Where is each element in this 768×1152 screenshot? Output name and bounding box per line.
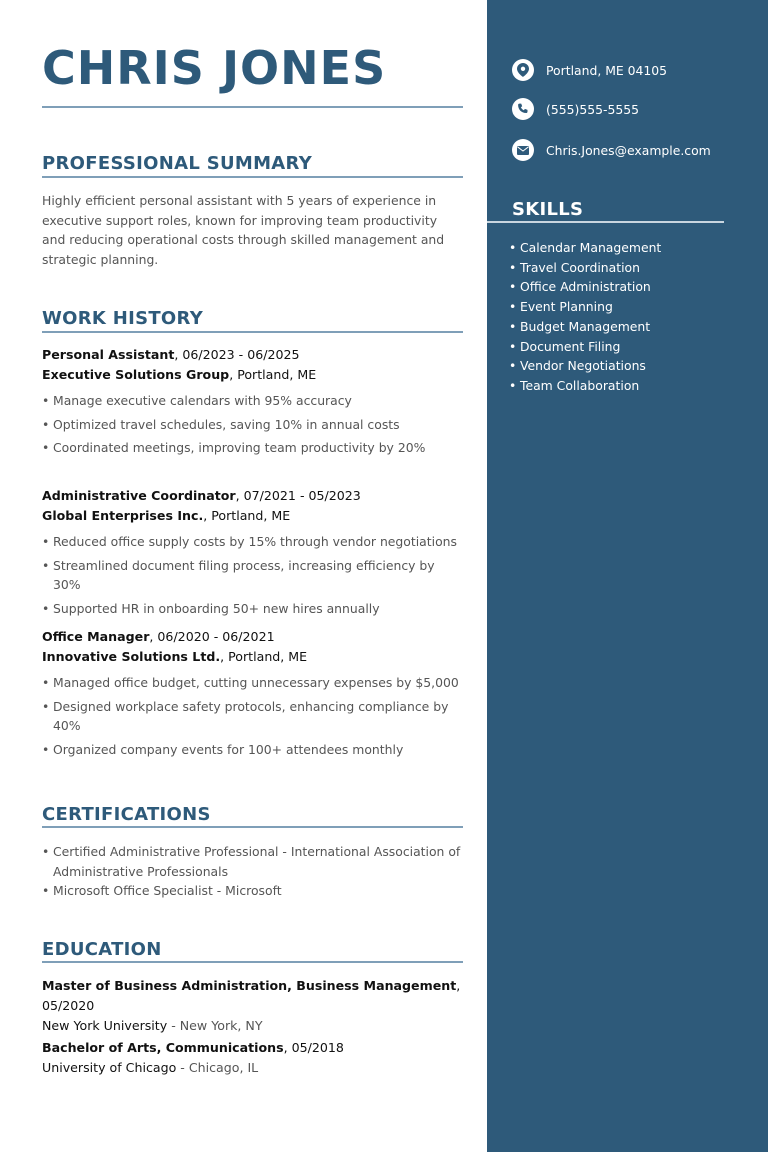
skills-heading: SKILLS (512, 199, 584, 220)
contact-phone-text: (555)555-5555 (546, 101, 639, 117)
job-bullets (42, 532, 463, 618)
job-bullet: • Coordinated meetings, improving team productivity by 20% (42, 438, 463, 458)
job-company: Innovative Solutions Ltd. (42, 649, 221, 664)
job-dates: , 07/2021 - 05/2023 (235, 488, 361, 503)
job-company: Executive Solutions Group (42, 367, 230, 382)
education-entry (42, 976, 463, 1036)
contact-address-text: Portland, ME 04105 (546, 62, 668, 78)
job-bullet: • Optimized travel schedules, saving 10% in annual costs (42, 415, 463, 435)
education-school: New York University (42, 1018, 168, 1033)
education-date: , 05/2018 (283, 1040, 344, 1055)
job-bullet: • Streamlined document filing process, increasing efficiency by 30% (42, 556, 463, 595)
education-school-line (42, 1016, 463, 1036)
job-entry (42, 627, 463, 763)
job-title-line (42, 345, 463, 365)
job-location: , Portland, ME (203, 508, 291, 523)
certification-item: • Microsoft Office Specialist - Microsoft (42, 881, 463, 901)
job-dates: , 06/2023 - 06/2025 (174, 347, 300, 362)
work-history-heading: WORK HISTORY (42, 308, 204, 329)
job-title: Personal Assistant (42, 347, 175, 362)
job-bullet: • Organized company events for 100+ attendees monthly (42, 740, 463, 760)
contact-email-text[interactable]: Chris.Jones@example.com (546, 142, 711, 158)
education-heading: EDUCATION (42, 939, 162, 960)
name-divider (42, 106, 463, 108)
sidebar (487, 0, 768, 1152)
certification-item: • Certified Administrative Professional - International Association of Administrative Professionals (42, 842, 463, 881)
job-bullet: • Managed office budget, cutting unnecessary expenses by $5,000 (42, 673, 463, 693)
job-entry (42, 345, 463, 462)
contact-phone (512, 98, 639, 120)
job-entry (42, 486, 463, 622)
job-bullets (42, 391, 463, 458)
envelope-icon (512, 139, 534, 161)
education-location: - Chicago, IL (176, 1060, 259, 1075)
skill-item: • Budget Management (509, 317, 661, 337)
summary-divider (42, 176, 463, 178)
job-title-line (42, 486, 463, 506)
education-degree: Master of Business Administration, Business Management (42, 978, 457, 993)
summary-heading: PROFESSIONAL SUMMARY (42, 153, 313, 174)
skill-item: • Vendor Negotiations (509, 356, 661, 376)
contact-email (512, 139, 711, 161)
job-title: Office Manager (42, 629, 150, 644)
education-location: - New York, NY (167, 1018, 263, 1033)
education-date: , 05/2020 (42, 978, 461, 1013)
education-degree-line (42, 1038, 463, 1058)
job-location: , Portland, ME (220, 649, 308, 664)
certifications-divider (42, 826, 463, 828)
job-bullet: • Designed workplace safety protocols, enhancing compliance by 40% (42, 697, 463, 736)
contact-address (512, 59, 667, 81)
skills-divider (487, 221, 724, 223)
skill-item: • Event Planning (509, 297, 661, 317)
job-dates: , 06/2020 - 06/2021 (149, 629, 275, 644)
job-company-line (42, 506, 463, 526)
job-company-line (42, 647, 463, 667)
job-bullet: • Supported HR in onboarding 50+ new hires annually (42, 599, 463, 619)
education-school-line (42, 1058, 463, 1078)
job-bullets (42, 673, 463, 759)
job-title: Administrative Coordinator (42, 488, 236, 503)
job-title-line (42, 627, 463, 647)
summary-text: Highly efficient personal assistant with 5 years of experience in executive support roles, known for improving team productivity and reducing operational costs through skilled management and strategic planning. (42, 193, 445, 267)
job-company: Global Enterprises Inc. (42, 508, 204, 523)
education-school: University of Chicago (42, 1060, 177, 1075)
job-location: , Portland, ME (229, 367, 317, 382)
certifications-list (42, 842, 463, 901)
skill-item: • Document Filing (509, 337, 661, 357)
certifications-heading: CERTIFICATIONS (42, 804, 211, 825)
education-degree: Bachelor of Arts, Communications (42, 1040, 284, 1055)
skill-item: • Office Administration (509, 277, 661, 297)
job-bullet: • Manage executive calendars with 95% accuracy (42, 391, 463, 411)
main-column (42, 0, 463, 1152)
skill-item: • Calendar Management (509, 238, 661, 258)
phone-icon (512, 98, 534, 120)
education-degree-line (42, 976, 463, 1016)
education-entry (42, 1038, 463, 1078)
skill-item: • Team Collaboration (509, 376, 661, 396)
skills-list (509, 238, 661, 396)
skill-item: • Travel Coordination (509, 258, 661, 278)
education-divider (42, 961, 463, 963)
location-pin-icon (512, 59, 534, 81)
candidate-name: CHRIS JONES (42, 41, 387, 95)
work-history-divider (42, 331, 463, 333)
job-company-line (42, 365, 463, 385)
job-bullet: • Reduced office supply costs by 15% through vendor negotiations (42, 532, 463, 552)
